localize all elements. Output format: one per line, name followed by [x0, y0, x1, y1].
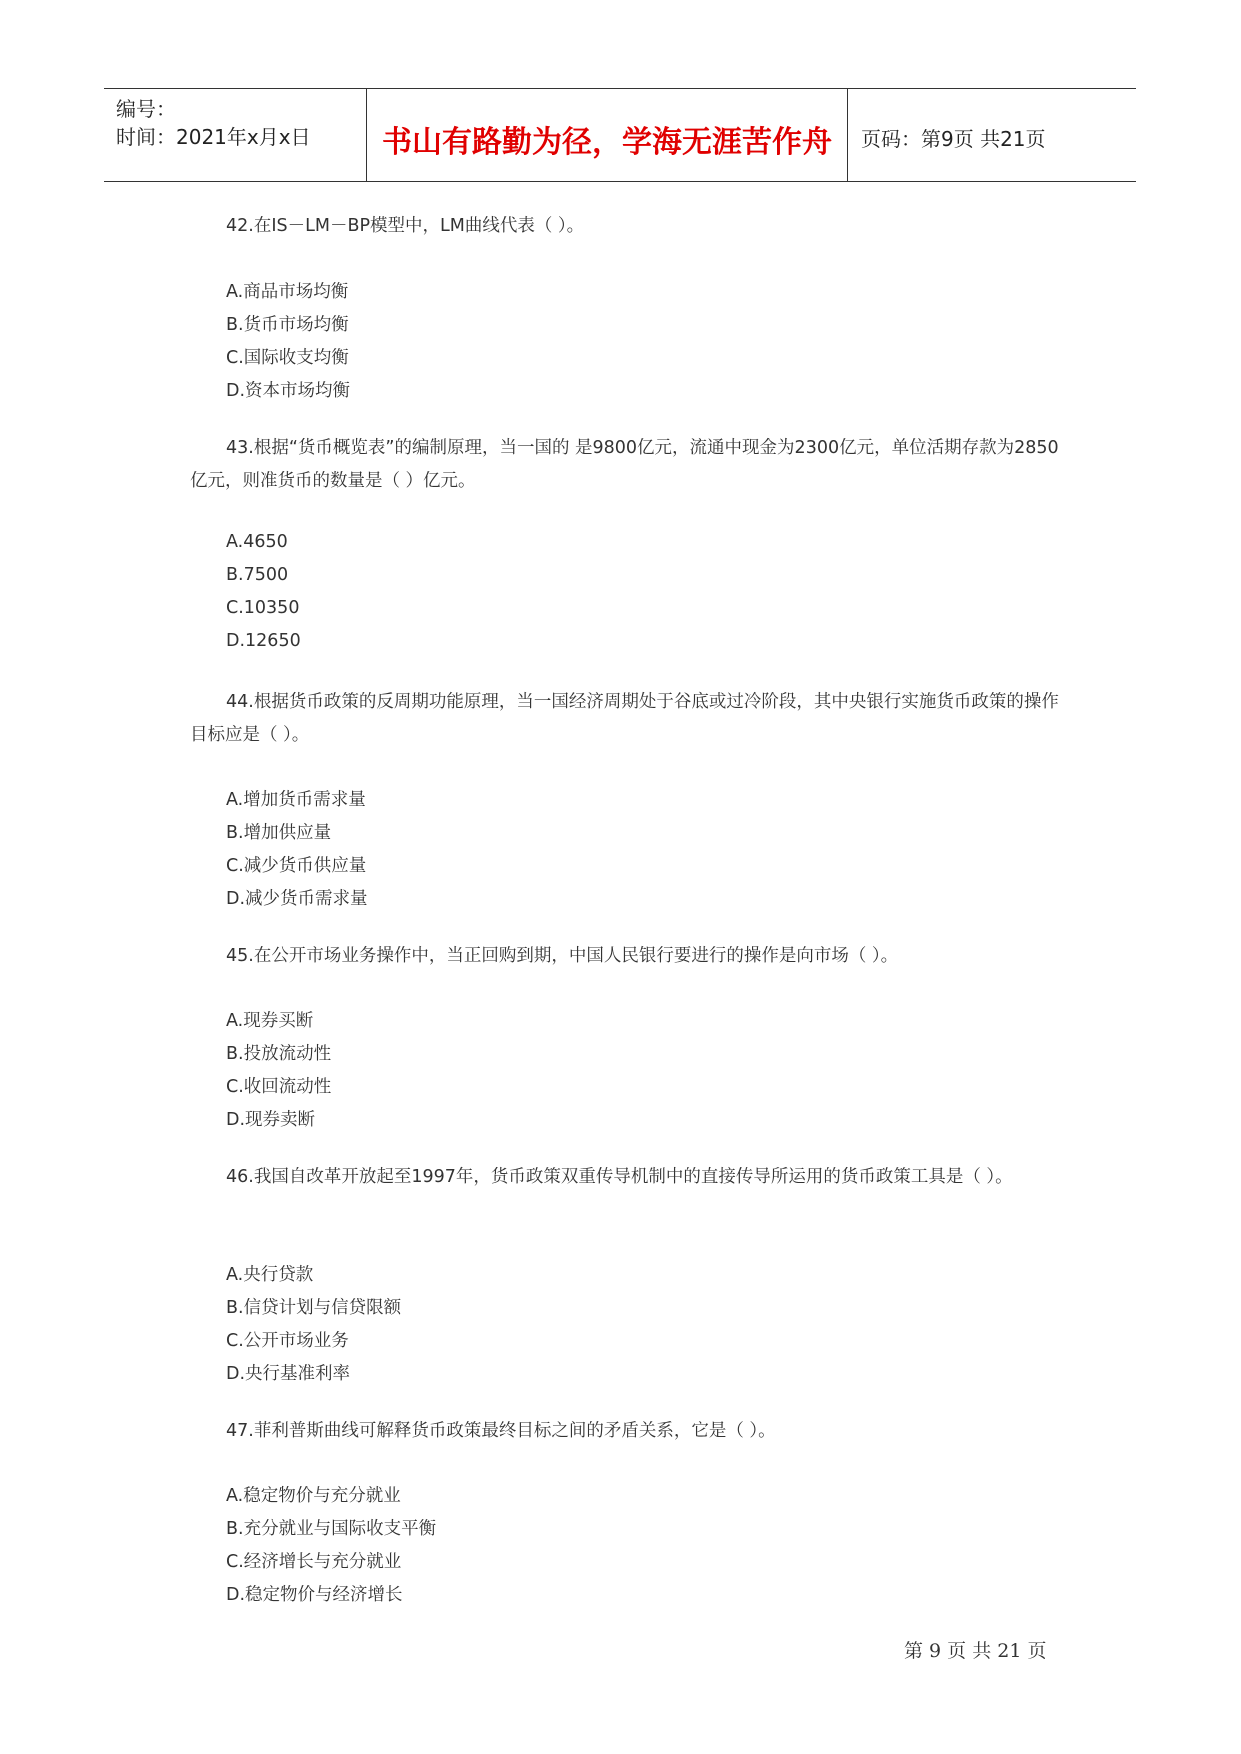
question-stem: 45.在公开市场业务操作中，当正回购到期，中国人民银行要进行的操作是向市场（ ）。 — [226, 946, 899, 966]
option-c: C.国际收支均衡 — [226, 348, 349, 368]
option-a: A.商品市场均衡 — [226, 282, 349, 302]
option-a: A.稳定物价与充分就业 — [226, 1486, 401, 1506]
question-46 — [190, 1161, 1062, 1194]
motto-text: 书山有路勤为径，学海无涯苦作舟 — [382, 125, 832, 160]
time-label: 时间：2021年x月x日 — [116, 125, 311, 149]
option-b: B.充分就业与国际收支平衡 — [226, 1519, 437, 1539]
option-b: B.7500 — [226, 565, 289, 585]
question-stem: 43.根据“货币概览表”的编制原理，当一国的 是9800亿元，流通中现金为2300亿元，单位活期存款为2850亿元，则准货币的数量是（ ）亿元。 — [190, 438, 1059, 491]
option-a: A.增加货币需求量 — [226, 790, 366, 810]
option-c: C.10350 — [226, 598, 300, 618]
option-c: C.公开市场业务 — [226, 1331, 349, 1351]
header-motto-cell — [367, 89, 848, 181]
question-stem: 44.根据货币政策的反周期功能原理，当一国经济周期处于谷底或过冷阶段，其中央银行实施货币政策的操作目标应是（ ）。 — [190, 692, 1059, 745]
option-d: D.减少货币需求量 — [226, 889, 368, 909]
question-stem: 46.我国自改革开放起至1997年，货币政策双重传导机制中的直接传导所运用的货币政策工具是（ ）。 — [226, 1167, 1013, 1187]
option-c: C.收回流动性 — [226, 1077, 332, 1097]
option-c: C.减少货币供应量 — [226, 856, 367, 876]
option-a: A.4650 — [226, 532, 288, 552]
header-page-cell — [848, 89, 1136, 181]
option-b: B.投放流动性 — [226, 1044, 332, 1064]
header-info-cell — [104, 89, 367, 181]
option-b: B.货币市场均衡 — [226, 315, 349, 335]
option-c: C.经济增长与充分就业 — [226, 1552, 402, 1572]
question-stem: 42.在IS－LM－BP模型中，LM曲线代表（ ）。 — [226, 216, 585, 236]
option-b: B.信贷计划与信贷限额 — [226, 1298, 402, 1318]
header-page-number: 页码：第9页 共21页 — [861, 127, 1046, 151]
option-d: D.央行基准利率 — [226, 1364, 351, 1384]
question-45 — [190, 940, 1062, 973]
page-footer: 第 9 页 共 21 页 — [904, 1640, 1047, 1662]
option-a: A.央行贷款 — [226, 1265, 314, 1285]
option-d: D.资本市场均衡 — [226, 381, 351, 401]
page-header — [104, 88, 1136, 182]
question-stem: 47.菲利普斯曲线可解释货币政策最终目标之间的矛盾关系，它是（ ）。 — [226, 1421, 776, 1441]
option-d: D.稳定物价与经济增长 — [226, 1585, 403, 1605]
question-43 — [190, 432, 1062, 498]
question-42 — [190, 210, 1062, 243]
option-d: D.现券卖断 — [226, 1110, 316, 1130]
option-d: D.12650 — [226, 631, 301, 651]
option-a: A.现券买断 — [226, 1011, 314, 1031]
question-44 — [190, 686, 1062, 752]
question-47 — [190, 1415, 1062, 1448]
option-b: B.增加供应量 — [226, 823, 332, 843]
serial-number-label: 编号： — [116, 97, 176, 121]
